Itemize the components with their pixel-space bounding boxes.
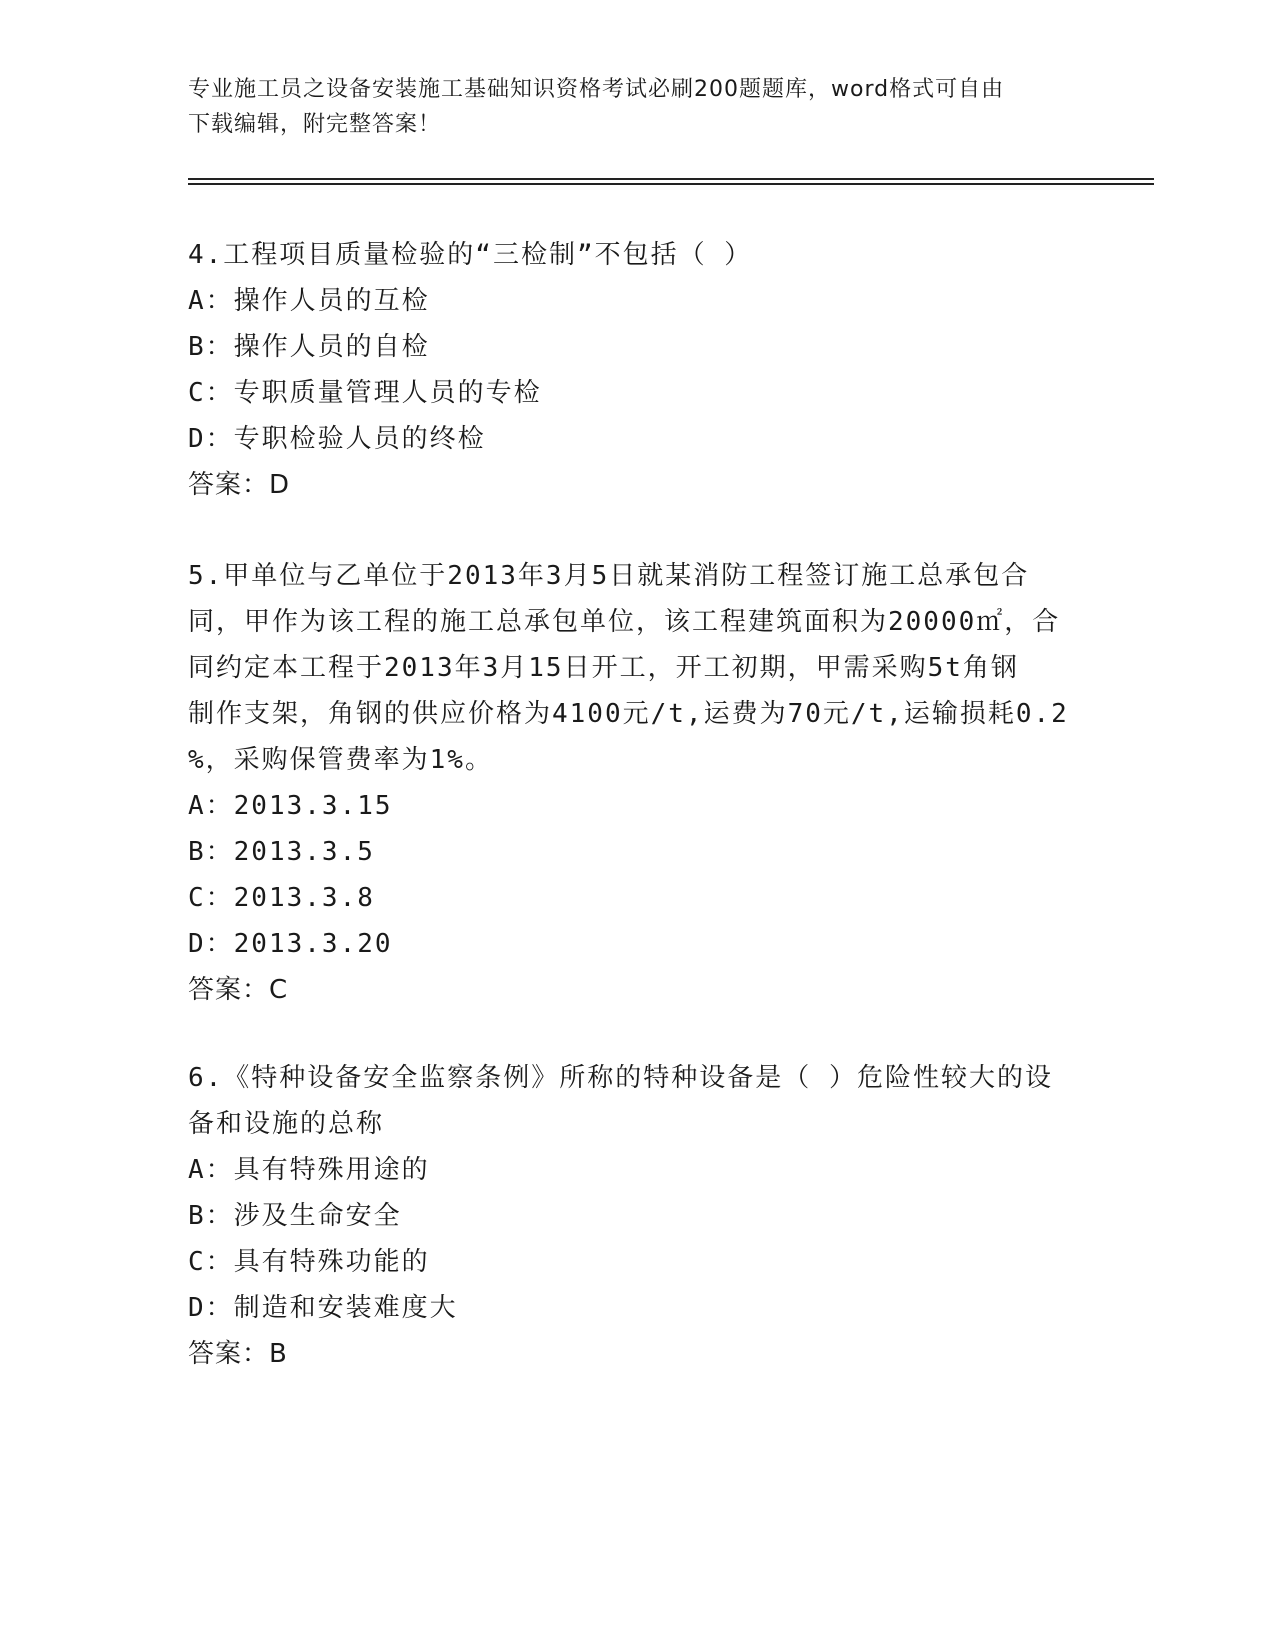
option-a: A：具有特殊用途的	[188, 1155, 430, 1185]
question-stem-line: 5.甲单位与乙单位于2013年3月5日就某消防工程签订施工总承包合	[188, 561, 1030, 591]
option-d: D：2013.3.20	[188, 929, 393, 959]
question-stem-line: 制作支架，角钢的供应价格为4100元/t,运费为70元/t,运输损耗0.2	[188, 699, 1069, 729]
header-divider-top	[188, 178, 1154, 180]
header-divider-bottom	[188, 183, 1154, 185]
header-line-2: 下载编辑，附完整答案！	[188, 112, 442, 137]
question-5	[188, 553, 1088, 1013]
option-a: A：操作人员的互检	[188, 286, 430, 316]
option-a: A：2013.3.15	[188, 791, 393, 821]
answer: 答案：D	[188, 470, 291, 500]
option-b: B：2013.3.5	[188, 837, 375, 867]
option-b: B：操作人员的自检	[188, 332, 430, 362]
option-c: C：专职质量管理人员的专检	[188, 378, 542, 408]
question-stem-line: 备和设施的总称	[188, 1109, 385, 1139]
question-6	[188, 1055, 1088, 1377]
answer: 答案：B	[188, 1339, 288, 1369]
answer: 答案：C	[188, 975, 289, 1005]
question-stem-line: 同，甲作为该工程的施工总承包单位，该工程建筑面积为20000㎡，合	[188, 607, 1061, 637]
header-line-1: 专业施工员之设备安装施工基础知识资格考试必刷200题题库，word格式可自由	[188, 77, 1005, 102]
option-d: D：专职检验人员的终检	[188, 424, 486, 454]
question-stem: 4.工程项目质量检验的“三检制”不包括（ ）	[188, 240, 753, 270]
question-4	[188, 232, 1088, 508]
option-c: C：具有特殊功能的	[188, 1247, 430, 1277]
option-c: C：2013.3.8	[188, 883, 375, 913]
document-header	[188, 72, 1088, 142]
question-stem-line: %，采购保管费率为1%。	[188, 745, 493, 775]
question-stem-line: 同约定本工程于2013年3月15日开工，开工初期，甲需采购5t角钢	[188, 653, 1019, 683]
option-d: D：制造和安装难度大	[188, 1293, 458, 1323]
question-stem-line: 6.《特种设备安全监察条例》所称的特种设备是（ ）危险性较大的设	[188, 1063, 1053, 1093]
option-b: B：涉及生命安全	[188, 1201, 402, 1231]
